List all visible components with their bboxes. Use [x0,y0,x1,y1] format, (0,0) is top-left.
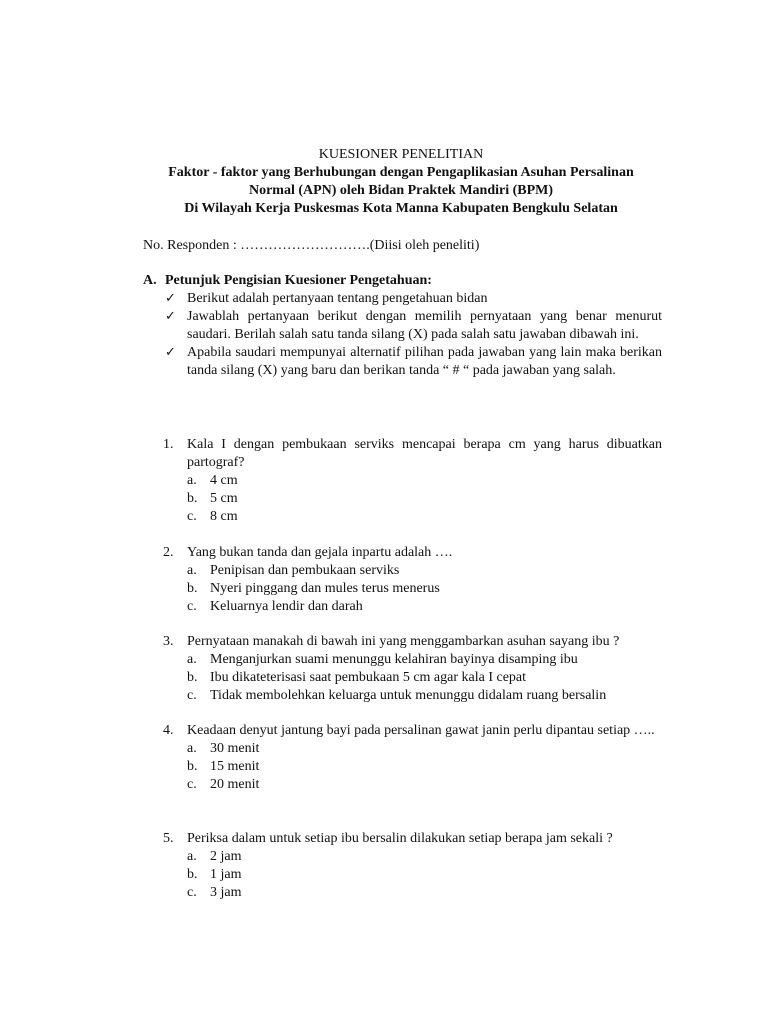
option-item[interactable] [187,848,662,866]
option-item[interactable] [187,884,662,902]
option-item[interactable] [187,687,662,705]
option-letter: b. [187,867,198,882]
option-text: 8 cm [210,509,238,524]
option-item[interactable] [187,508,662,526]
option-text: 4 cm [210,473,238,488]
option-text: Nyeri pinggang dan mules terus menerus [210,581,440,596]
option-letter: b. [187,491,198,506]
section-heading [143,272,432,290]
option-letter: c. [187,885,197,900]
option-item[interactable] [187,490,662,508]
checkmark-icon: ✓ [165,345,176,360]
question-text: Periksa dalam untuk setiap ibu bersalin dilakukan setiap berapa jam sekali ? [187,831,613,846]
option-letter: a. [187,652,197,667]
checkmark-icon: ✓ [165,291,176,306]
option-list [187,740,662,794]
option-text: Ibu dikateterisasi saat pembukaan 5 cm agar kala I cepat [210,670,527,685]
option-item[interactable] [187,598,662,616]
question-text: Pernyataan manakah di bawah ini yang menggambarkan asuhan sayang ibu ? [187,634,620,649]
document-title: KUESIONER PENELITIAN [318,147,484,162]
option-letter: c. [187,688,197,703]
question-number: 4. [163,723,174,738]
checkmark-icon: ✓ [165,309,176,324]
question-4 [163,722,662,794]
option-list [187,848,662,902]
option-item[interactable] [187,740,662,758]
option-letter: c. [187,599,197,614]
option-item[interactable] [187,758,662,776]
question-text: Keadaan denyut jantung bayi pada persalinan gawat janin perlu dipantau setiap ….. [187,723,655,738]
option-text: 1 jam [210,867,242,882]
option-text: 3 jam [210,885,242,900]
document-header [140,146,662,218]
option-letter: a. [187,849,197,864]
question-5 [163,830,662,902]
option-item[interactable] [187,472,662,490]
option-item[interactable] [187,651,662,669]
option-text: Keluarnya lendir dan darah [210,599,363,614]
option-text: 20 menit [210,777,260,792]
option-letter: a. [187,741,197,756]
option-letter: a. [187,563,197,578]
section-title: Petunjuk Pengisian Kuesioner Pengetahuan: [165,273,432,288]
research-title-line-3: Di Wilayah Kerja Puskesmas Kota Manna Kabupaten Bengkulu Selatan [184,201,618,216]
option-text: Menganjurkan suami menunggu kelahiran bayinya disamping ibu [210,652,578,667]
instruction-item [165,344,662,380]
option-text: 2 jam [210,849,242,864]
option-list [187,472,662,526]
option-letter: b. [187,759,198,774]
respondent-number-line: No. Responden : ……………………….(Diisi oleh peneliti) [143,238,480,253]
question-2 [163,544,662,616]
option-letter: b. [187,581,198,596]
question-text: Kala I dengan pembukaan serviks mencapai berapa cm yang harus dibuatkan partograf? [187,437,662,470]
option-letter: b. [187,670,198,685]
option-list [187,562,662,616]
section-number: A. [143,273,157,288]
instruction-text: Berikut adalah pertanyaan tentang pengetahuan bidan [187,291,488,306]
question-number: 2. [163,545,174,560]
instruction-item [165,290,662,308]
option-letter: a. [187,473,197,488]
option-text: Tidak membolehkan keluarga untuk menunggu didalam ruang bersalin [210,688,607,703]
option-item[interactable] [187,580,662,598]
research-title-line-2: Normal (APN) oleh Bidan Praktek Mandiri (BPM) [248,183,554,198]
option-text: Penipisan dan pembukaan serviks [210,563,400,578]
option-item[interactable] [187,669,662,687]
option-list [187,651,662,705]
option-item[interactable] [187,776,662,794]
option-letter: c. [187,777,197,792]
option-letter: c. [187,509,197,524]
question-number: 3. [163,634,174,649]
question-3 [163,633,662,705]
instruction-item [165,308,662,344]
question-1 [163,436,662,526]
instruction-text: Apabila saudari mempunyai alternatif pilihan pada jawaban yang lain maka berikan tanda silang (X) yang baru dan berikan tanda “ # “ pada jawaban yang salah. [187,345,662,378]
question-text: Yang bukan tanda dan gejala inpartu adalah …. [187,545,453,560]
option-text: 30 menit [210,741,260,756]
instruction-list [165,290,662,380]
option-item[interactable] [187,562,662,580]
question-number: 5. [163,831,174,846]
instruction-text: Jawablah pertanyaan berikut dengan memilih pernyataan yang benar menurut saudari. Berilah salah satu tanda silang (X) pada salah satu jawaban dibawah ini. [187,309,662,342]
option-text: 5 cm [210,491,238,506]
question-number: 1. [163,437,174,452]
option-item[interactable] [187,866,662,884]
research-title-line-1: Faktor - faktor yang Berhubungan dengan Pengaplikasian Asuhan Persalinan [168,165,634,180]
option-text: 15 menit [210,759,260,774]
